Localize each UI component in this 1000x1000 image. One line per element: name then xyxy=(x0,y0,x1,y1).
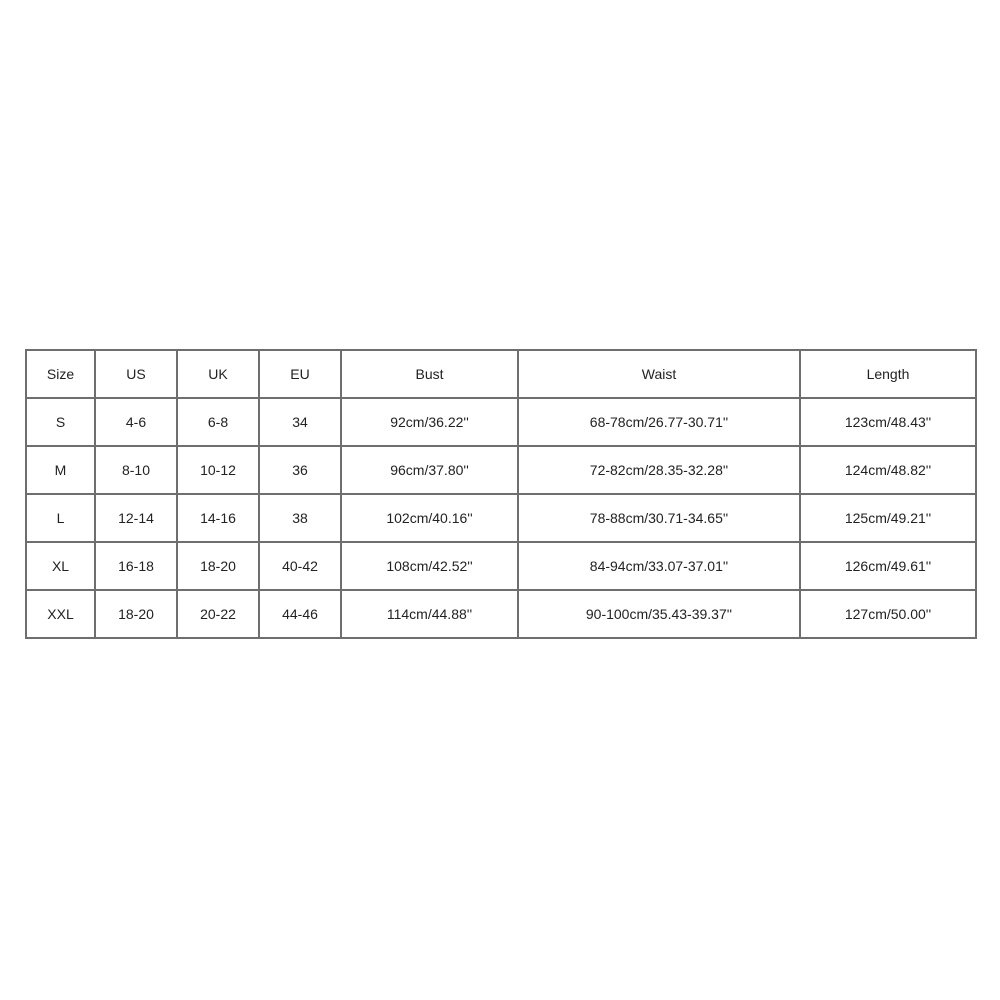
cell-length: 125cm/49.21'' xyxy=(800,494,976,542)
cell-length: 123cm/48.43'' xyxy=(800,398,976,446)
cell-length: 124cm/48.82'' xyxy=(800,446,976,494)
table-row xyxy=(26,494,976,542)
header-size: Size xyxy=(26,350,95,398)
cell-uk: 18-20 xyxy=(177,542,259,590)
cell-length: 127cm/50.00'' xyxy=(800,590,976,638)
cell-eu: 44-46 xyxy=(259,590,341,638)
cell-uk: 6-8 xyxy=(177,398,259,446)
header-row xyxy=(26,350,976,398)
cell-size: XXL xyxy=(26,590,95,638)
header-bust: Bust xyxy=(341,350,518,398)
cell-waist: 90-100cm/35.43-39.37'' xyxy=(518,590,800,638)
cell-us: 4-6 xyxy=(95,398,177,446)
cell-length: 126cm/49.61'' xyxy=(800,542,976,590)
header-length: Length xyxy=(800,350,976,398)
header-eu: EU xyxy=(259,350,341,398)
table-row xyxy=(26,398,976,446)
cell-bust: 108cm/42.52'' xyxy=(341,542,518,590)
size-chart-table xyxy=(25,349,977,639)
cell-uk: 20-22 xyxy=(177,590,259,638)
cell-eu: 36 xyxy=(259,446,341,494)
cell-waist: 84-94cm/33.07-37.01'' xyxy=(518,542,800,590)
cell-waist: 68-78cm/26.77-30.71'' xyxy=(518,398,800,446)
cell-waist: 78-88cm/30.71-34.65'' xyxy=(518,494,800,542)
cell-uk: 10-12 xyxy=(177,446,259,494)
cell-size: S xyxy=(26,398,95,446)
cell-eu: 38 xyxy=(259,494,341,542)
header-us: US xyxy=(95,350,177,398)
cell-size: M xyxy=(26,446,95,494)
cell-size: XL xyxy=(26,542,95,590)
cell-bust: 96cm/37.80'' xyxy=(341,446,518,494)
table-row xyxy=(26,446,976,494)
cell-size: L xyxy=(26,494,95,542)
cell-us: 16-18 xyxy=(95,542,177,590)
cell-bust: 114cm/44.88'' xyxy=(341,590,518,638)
cell-waist: 72-82cm/28.35-32.28'' xyxy=(518,446,800,494)
cell-uk: 14-16 xyxy=(177,494,259,542)
table-row xyxy=(26,590,976,638)
cell-bust: 92cm/36.22'' xyxy=(341,398,518,446)
cell-eu: 40-42 xyxy=(259,542,341,590)
cell-us: 8-10 xyxy=(95,446,177,494)
table-row xyxy=(26,542,976,590)
cell-eu: 34 xyxy=(259,398,341,446)
cell-us: 18-20 xyxy=(95,590,177,638)
cell-bust: 102cm/40.16'' xyxy=(341,494,518,542)
cell-us: 12-14 xyxy=(95,494,177,542)
header-uk: UK xyxy=(177,350,259,398)
header-waist: Waist xyxy=(518,350,800,398)
